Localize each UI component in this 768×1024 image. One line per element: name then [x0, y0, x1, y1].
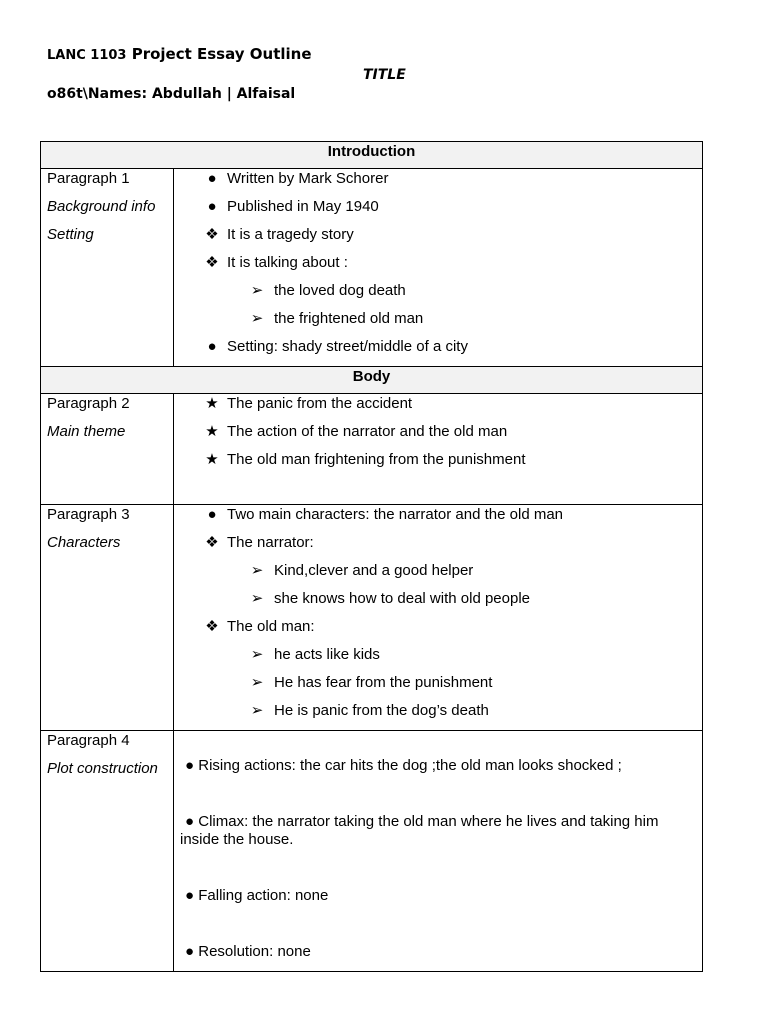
paragraph-1-content: [174, 169, 703, 367]
paragraph-4-content: [174, 731, 703, 972]
paragraph-2-label: Paragraph 2: [47, 395, 130, 412]
bullet-dot-icon: ●: [207, 338, 217, 355]
star-bullet-icon: ★: [205, 423, 219, 440]
list-item: ❖ The narrator:: [205, 534, 314, 551]
bullet-dot-icon: ●: [207, 506, 217, 523]
arrow-bullet-icon: ➢: [250, 310, 264, 327]
section-heading-body: Body: [41, 367, 703, 394]
list-item: ● Falling action: none: [185, 887, 329, 904]
star-bullet-icon: ★: [205, 395, 219, 412]
paragraph-3-label-cell: [41, 505, 174, 731]
paragraph-3-content: [174, 505, 703, 731]
list-item: ● Setting: shady street/middle of a city: [174, 338, 702, 366]
bullet-dot-icon: ●: [185, 943, 195, 960]
course-heading-rest: Project Essay Outline: [126, 45, 312, 63]
list-item: ● Rising actions: the car hits the dog ;the old man looks shocked ;: [185, 757, 622, 774]
paragraph-1-sublabel-background: Background info: [47, 198, 156, 215]
list-item: ● Resolution: none: [185, 943, 311, 960]
list-item: ★ The panic from the accident: [205, 395, 413, 412]
paragraph-3-sublabel-characters: Characters: [47, 534, 121, 551]
bullet-dot-icon: ●: [207, 170, 217, 187]
table-row-paragraph-1: [41, 169, 703, 367]
arrow-bullet-icon: ➢: [250, 590, 264, 607]
essay-title: TITLE: [363, 67, 406, 83]
table-row-paragraph-2: [41, 394, 703, 505]
list-item: ➢ the frightened old man: [250, 310, 424, 327]
diamond-bullet-icon: ❖: [205, 226, 219, 243]
list-item: ➢ He is panic from the dog’s death: [250, 702, 489, 719]
list-item: ★ The action of the narrator and the old man: [205, 423, 508, 440]
table-row-paragraph-4: [41, 731, 703, 972]
paragraph-1-label-cell: [41, 169, 174, 367]
bullet-dot-icon: ●: [185, 887, 195, 904]
paragraph-2-content: [174, 394, 703, 505]
course-heading: [47, 44, 312, 63]
list-item: ➢ the loved dog death: [250, 282, 406, 299]
outline-table: [40, 141, 703, 972]
paragraph-4-label-cell: [41, 731, 174, 972]
bullet-dot-icon: ●: [185, 757, 195, 774]
list-item: ● Two main characters: the narrator and the old man: [174, 506, 702, 534]
arrow-bullet-icon: ➢: [250, 282, 264, 299]
list-item: ➢ Kind,clever and a good helper: [250, 562, 474, 579]
course-code: LANC 1103: [47, 48, 127, 63]
arrow-bullet-icon: ➢: [250, 562, 264, 579]
arrow-bullet-icon: ➢: [250, 702, 264, 719]
paragraph-4-label: Paragraph 4: [47, 732, 130, 749]
paragraph-4-sublabel-plot: Plot construction: [47, 760, 158, 777]
arrow-bullet-icon: ➢: [250, 646, 264, 663]
star-bullet-icon: ★: [205, 451, 219, 468]
paragraph-2-label-cell: [41, 394, 174, 505]
list-item: ➢ He has fear from the punishment: [250, 674, 493, 691]
list-item: ● Climax: the narrator taking the old man where he lives and taking him inside the house.: [180, 813, 659, 848]
list-item: ❖ It is talking about :: [205, 254, 348, 271]
section-heading-introduction: Introduction: [41, 142, 703, 169]
list-item: ★ The old man frightening from the punishment: [205, 451, 526, 468]
diamond-bullet-icon: ❖: [205, 534, 219, 551]
paragraph-2-sublabel-theme: Main theme: [47, 423, 126, 440]
list-item: ● Published in May 1940: [174, 198, 702, 226]
student-names: o86t\Names: Abdullah | Alfaisal: [47, 86, 296, 102]
table-row-paragraph-3: [41, 505, 703, 731]
section-row-body: [41, 367, 703, 394]
list-item: ➢ he acts like kids: [250, 646, 380, 663]
section-row-introduction: [41, 142, 703, 169]
paragraph-3-label: Paragraph 3: [47, 506, 130, 523]
list-item: ❖ The old man:: [205, 618, 315, 635]
diamond-bullet-icon: ❖: [205, 618, 219, 635]
arrow-bullet-icon: ➢: [250, 674, 264, 691]
paragraph-1-sublabel-setting: Setting: [47, 226, 94, 243]
list-item: ➢ she knows how to deal with old people: [250, 590, 530, 607]
diamond-bullet-icon: ❖: [205, 254, 219, 271]
list-item: ❖ It is a tragedy story: [205, 226, 354, 243]
bullet-dot-icon: ●: [207, 198, 217, 215]
bullet-dot-icon: ●: [185, 813, 195, 830]
paragraph-1-label: Paragraph 1: [47, 170, 130, 187]
list-item: ● Written by Mark Schorer: [174, 170, 702, 198]
